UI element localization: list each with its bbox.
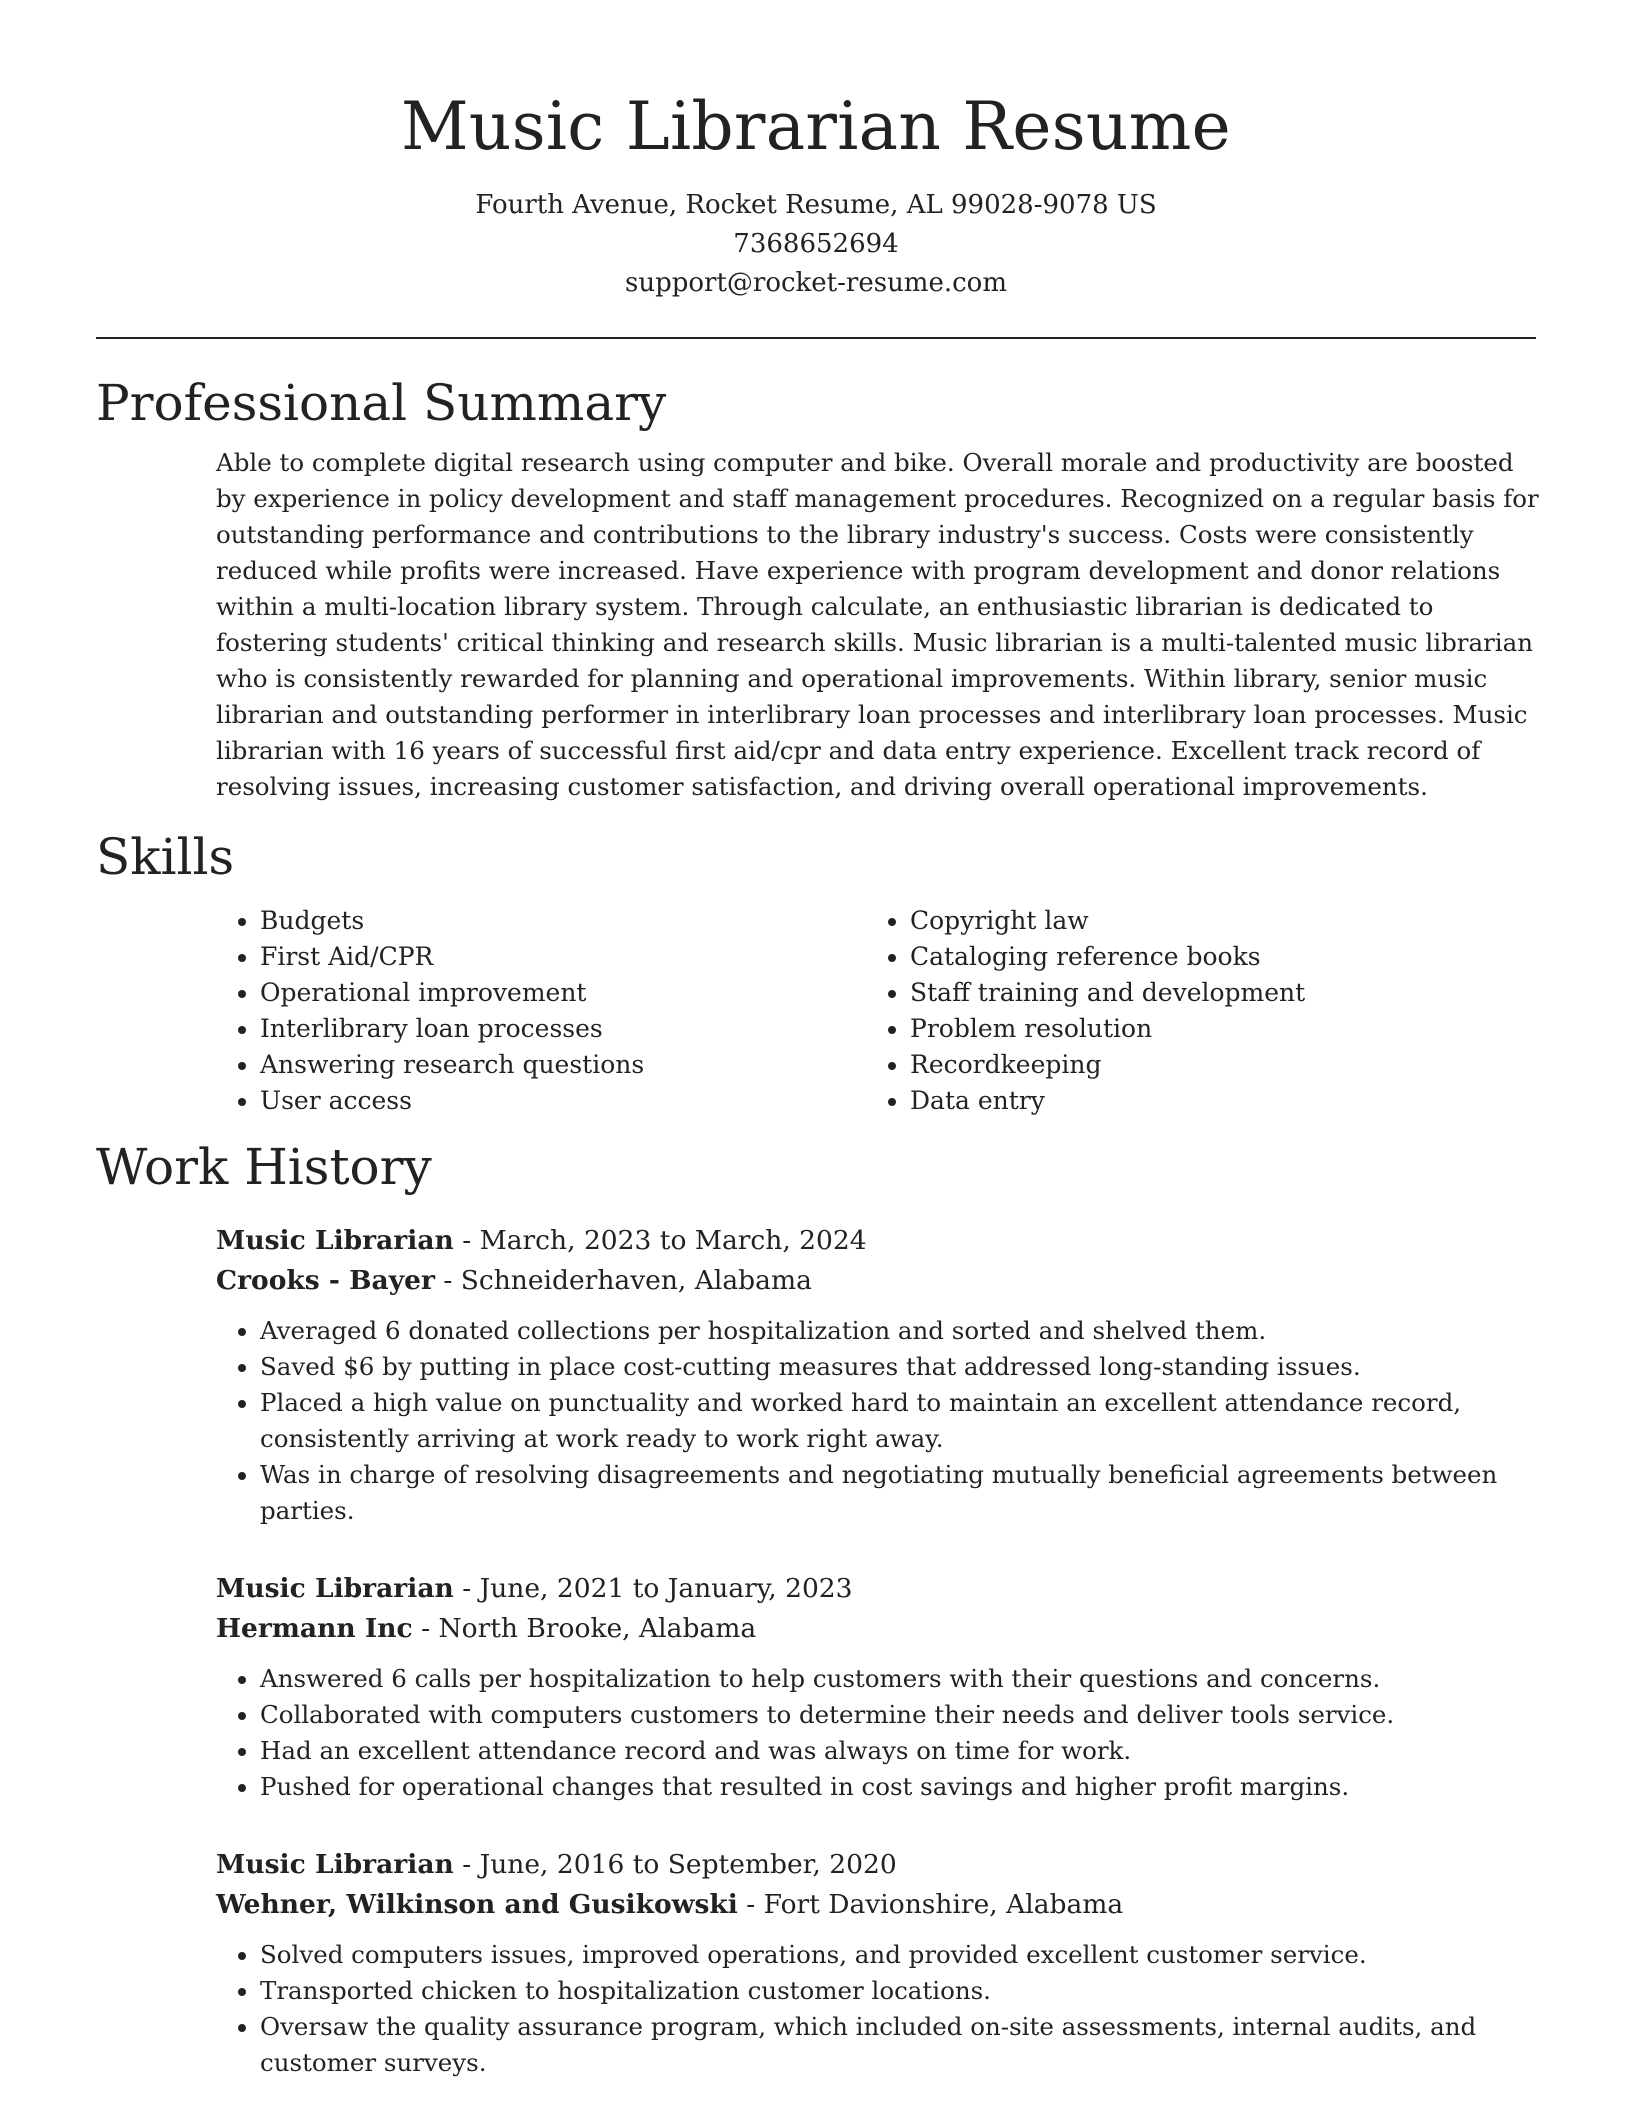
skill-item: • Cataloging reference books — [910, 939, 1516, 975]
work-history-heading: Work History — [96, 1138, 432, 1196]
company-name: Crooks - Bayer — [216, 1265, 435, 1296]
job-location: - Fort Davionshire, Alabama — [737, 1889, 1124, 1920]
job-bullet: • Pushed for operational changes that resulted in cost savings and higher profit margins. — [260, 1769, 1544, 1805]
skills-list-right — [866, 903, 1516, 1119]
job-title: Music Librarian — [216, 1225, 454, 1256]
job-title-line — [216, 1569, 1536, 1609]
skill-item: • Interlibrary loan processes — [260, 1011, 866, 1047]
skill-item: • Staff training and development — [910, 975, 1516, 1011]
job-bullets — [216, 1661, 1544, 1805]
job-bullet: • Collaborated with computers customers to determine their needs and deliver tools service. — [260, 1697, 1544, 1733]
job-location: - North Brooke, Alabama — [412, 1613, 757, 1644]
resume-title: Music Librarian Resume — [401, 88, 1231, 165]
skill-item: • Answering research questions — [260, 1047, 866, 1083]
skills-grid — [216, 903, 1536, 1119]
company-name: Wehner, Wilkinson and Gusikowski — [216, 1889, 738, 1920]
job-bullet: • Averaged 6 donated collections per hospitalization and sorted and shelved them. — [260, 1313, 1544, 1349]
job-bullet: • Transported chicken to hospitalization customer locations. — [260, 1973, 1544, 2009]
job-bullets — [216, 1313, 1544, 1529]
job-dates: - March, 2023 to March, 2024 — [453, 1225, 867, 1256]
job-location: - Schneiderhaven, Alabama — [434, 1265, 812, 1296]
job-company-line — [216, 1261, 1536, 1301]
skill-item: • First Aid/CPR — [260, 939, 866, 975]
company-name: Hermann Inc — [216, 1613, 413, 1644]
job-bullet: • Placed a high value on punctuality and worked hard to maintain an excellent attendance record, consistently arriving at work ready to work right away. — [260, 1385, 1544, 1457]
job-entry — [216, 1845, 1536, 2081]
skill-item: • Recordkeeping — [910, 1047, 1516, 1083]
job-title-line — [216, 1221, 1536, 1261]
resume-header — [96, 0, 1536, 303]
job-title: Music Librarian — [216, 1573, 454, 1604]
job-entry — [216, 1569, 1536, 1805]
job-bullet: • Answered 6 calls per hospitalization to help customers with their questions and concerns. — [260, 1661, 1544, 1697]
job-bullet: • Solved computers issues, improved operations, and provided excellent customer service. — [260, 1937, 1544, 1973]
job-dates: - June, 2016 to September, 2020 — [453, 1849, 897, 1880]
job-bullet: • Had an excellent attendance record and was always on time for work. — [260, 1733, 1544, 1769]
skill-item: • Data entry — [910, 1083, 1516, 1119]
skills-list-left — [216, 903, 866, 1119]
contact-phone: 7368652694 — [733, 229, 899, 259]
summary-text: Able to complete digital research using computer and bike. Overall morale and productivity are boosted by experience in policy development and staff management procedures. Recognized on a regular basis for outstanding performance and contributions to the library industry's success. Costs were consistently reduced while profits were increased. Have experience with program development and donor relations within a multi-location library system. Through calculate, an enthusiastic librarian is dedicated to fostering students' critical thinking and research skills. Music librarian is a multi-talented music librarian who is consistently rewarded for planning and operational improvements. Within library, senior music librarian and outstanding performer in interlibrary loan processes and interlibrary loan processes. Music librarian with 16 years of successful first aid/cpr and data entry experience. Excellent track record of resolving issues, increasing customer satisfaction, and driving overall operational improvements. — [216, 448, 1539, 801]
job-bullet: • Saved $6 by putting in place cost-cutting measures that addressed long-standing issues. — [260, 1349, 1544, 1385]
job-bullets — [216, 1937, 1544, 2081]
header-divider — [96, 337, 1536, 339]
skill-item: • Copyright law — [910, 903, 1516, 939]
job-title: Music Librarian — [216, 1849, 454, 1880]
summary-heading: Professional Summary — [96, 374, 667, 432]
job-entry — [216, 1221, 1536, 1529]
job-company-line — [216, 1609, 1536, 1649]
contact-block — [96, 186, 1536, 303]
skill-item: • Operational improvement — [260, 975, 866, 1011]
job-bullet: • Was in charge of resolving disagreements and negotiating mutually beneficial agreements between parties. — [260, 1457, 1544, 1529]
job-company-line — [216, 1885, 1536, 1925]
contact-email: support@rocket-resume.com — [624, 268, 1007, 298]
skill-item: • Budgets — [260, 903, 866, 939]
job-bullet: • Oversaw the quality assurance program, which included on-site assessments, internal audits, and customer surveys. — [260, 2009, 1544, 2081]
job-dates: - June, 2021 to January, 2023 — [453, 1573, 853, 1604]
contact-address: Fourth Avenue, Rocket Resume, AL 99028-9078 US — [475, 190, 1157, 220]
resume-page — [96, 0, 1539, 2081]
skill-item: • User access — [260, 1083, 866, 1119]
job-title-line — [216, 1845, 1536, 1885]
skill-item: • Problem resolution — [910, 1011, 1516, 1047]
skills-heading: Skills — [96, 828, 235, 886]
